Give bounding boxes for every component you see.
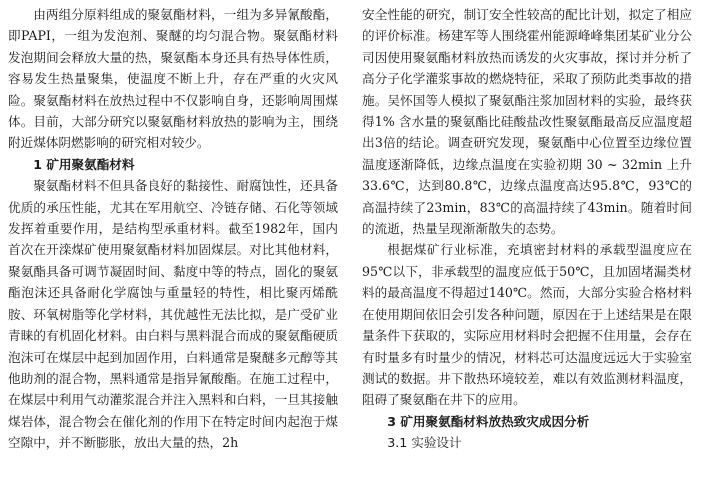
subsection-heading-3-1: 3.1 实验设计 [387, 435, 462, 451]
section-heading-1: 1 矿用聚氨酯材料 [33, 156, 135, 172]
left-column [8, 4, 338, 454]
paragraph-industry-standard: 根据煤矿行业标准，充填密封材料的承载型温度应在95℃以下，非承载型的温度应低于50℃，且加固堵漏类材料的最高温度不得超过140℃。然而，大部分实验合格材料在使用期间依旧会引发各种问题，原因在于上述结果是在限量条件下获取的，实际应用材料时会把握不住用量，会存在有时量多有时量少的情况，材料芯可达温度远远大于实验室测试的数据。井下散热环境较差，难以有效监测材料温度，阻碍了聚氨酯在井下的应用。 [362, 242, 692, 408]
right-column [362, 4, 692, 454]
section-heading-3: 3 矿用聚氨酯材料放热致灾成因分析 [387, 413, 590, 429]
paragraph-intro: 由两组分原料组成的聚氨酯材料，一组为多异氰酸酯，即PAPI，一组为发泡剂、聚醚的均匀混合物。聚氨酯材料发泡期间会释放大量的热，聚氨酯本身还具有热导体性质，容易发生热量聚集，使温度不断上升，存在严重的火灾风险。聚氨酯材料在放热过程中不仅影响自身，还影响周围煤体。目前，大部分研究以聚氨酯材料放热的影响为主，围绕附近煤体阴燃影响的研究相对较少。 [8, 7, 338, 151]
paragraph-mining-polyurethane: 聚氨酯材料不但具备良好的黏接性、耐腐蚀性，还具备优质的承压性能，尤其在军用航空、冷链存储、石化等领域发挥着重要作用，是结构型承重材料。截至1982年，国内首次在开滦煤矿使用聚氨酯材料加固煤层。对比其他材料，聚氨酯具备可调节凝固时间、黏度中等的特点，固化的聚氨酯泡沫还具备耐化学腐蚀与重量轻的特性，相比聚丙烯酰胺、环氧树脂等化学材料，其优越性无法比拟，是广受矿业青睐的有机固化材料。由白料与黑料混合而成的聚氨酯硬质泡沫可在煤层中起到加固作用，白料通常是聚醚多元醇等其他助剂的混合物，黑料通常是指异氰酸酯。在施工过程中，在煤层中利用气动灌浆混合并注入黑料和白料，一旦其接触煤岩体，混合物会在催化剂的作用下在特定时间内起泡于煤空隙中，并不断膨胀，放出大量的热，2h [8, 178, 338, 451]
paragraph-research-review: 安全性能的研究，制订安全性较高的配比计划，拟定了相应的评价标准。杨建军等人围绕霍州能源峰峰集团某矿业分公司因使用聚氨酯材料放热而诱发的火灾事故，探讨并分析了高分子化学灌浆事故的燃烧特征，采取了预防此类事故的措施。吴怀国等人模拟了聚氨酯注浆加固材料的实验，最终获得1% 含水量的聚氨酯比硅酸盐改性聚氨酯最高反应温度超出3倍的结论。调查研究发现，聚氨酯中心位置至边缘位置温度逐渐降低，边缘点温度在实验初期 30 ~ 32min 上升33.6℃，达到80.8℃，边缘点温度高达95.8℃，93℃的高温持续了23min，83℃的高温持续了43min。随着时间的流逝，热量呈现渐渐散失的态势。 [362, 7, 692, 237]
